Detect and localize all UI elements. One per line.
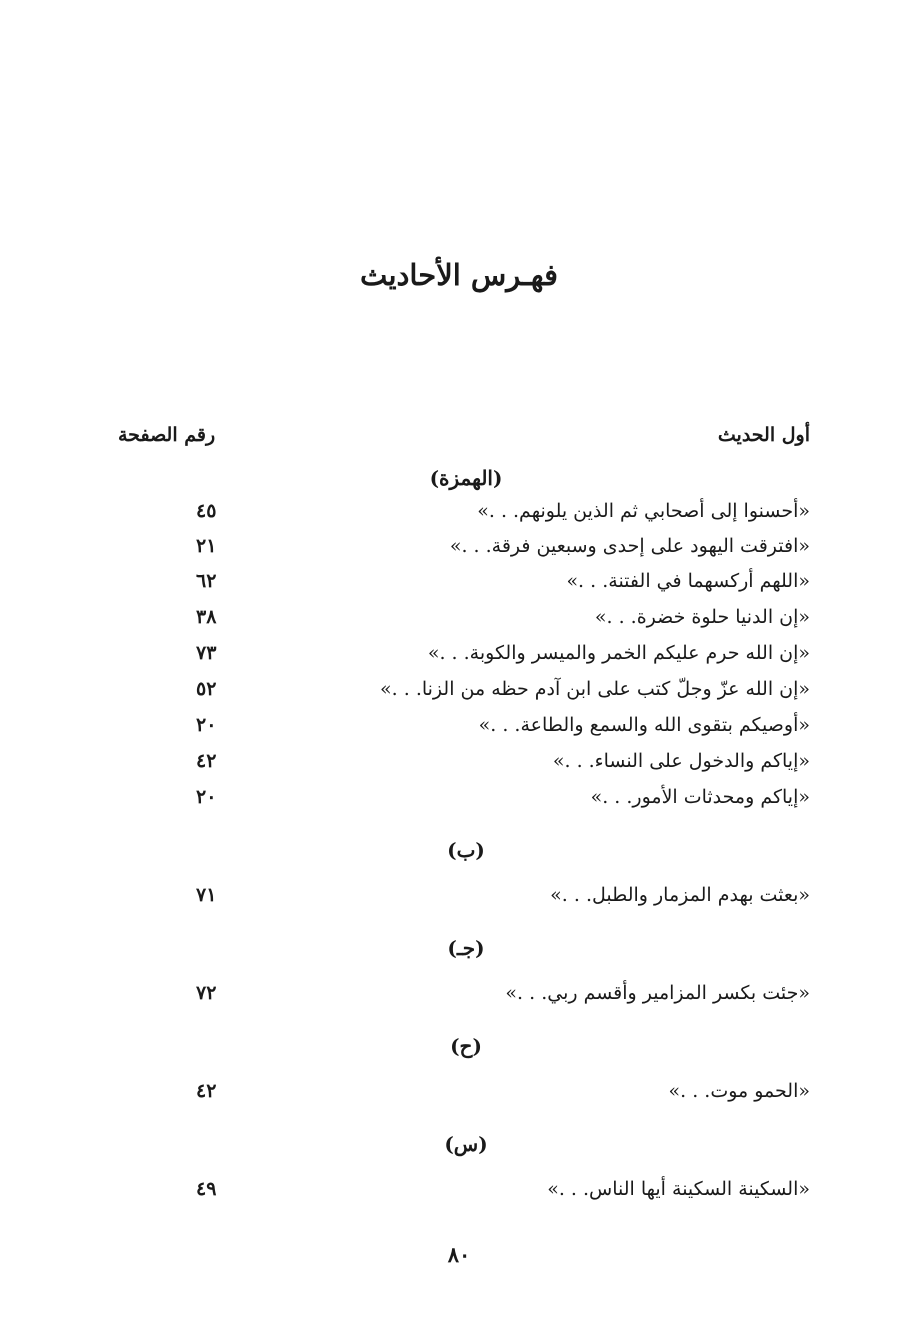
page-ref: ٧٢ — [196, 982, 217, 1004]
column-header-hadith: أول الحديث — [717, 424, 810, 446]
page-ref: ٧١ — [196, 884, 217, 906]
index-entry — [0, 884, 918, 918]
page-ref: ٤٢ — [196, 750, 217, 772]
section-letter-hamza: (الهمزة) — [429, 466, 503, 490]
hadith-text: «إن الدنيا حلوة خضرة. . .» — [594, 606, 810, 628]
index-entry — [0, 982, 918, 1016]
index-entry — [0, 1178, 918, 1212]
hadith-text: «بعثت بهدم المزمار والطبل. . .» — [550, 884, 810, 906]
hadith-text: «إياكم ومحدثات الأمور. . .» — [590, 786, 810, 808]
hadith-text: «جئت بكسر المزامير وأقسم ربي. . .» — [505, 982, 810, 1004]
hadith-text: «إن الله عزّ وجلّ كتب على ابن آدم حظه من الزنا. . .» — [380, 678, 810, 700]
hadith-text: «إياكم والدخول على النساء. . .» — [552, 750, 810, 772]
page-ref: ٤٩ — [196, 1178, 217, 1200]
index-entry — [0, 535, 918, 569]
index-entry — [0, 714, 918, 748]
page-number: ٨٠ — [447, 1242, 471, 1267]
index-entry — [0, 642, 918, 676]
section-letter-jim: (جـ) — [447, 936, 485, 960]
page-title: فهـرس الأحاديث — [359, 258, 559, 292]
hadith-text: «اللهم أركسهما في الفتنة. . .» — [566, 570, 810, 592]
index-entry — [0, 500, 918, 534]
hadith-text: «السكينة السكينة أيها الناس. . .» — [547, 1178, 810, 1200]
page-ref: ٤٥ — [196, 500, 217, 522]
section-letter-ba: (ب) — [447, 838, 485, 862]
hadith-text: «افترقت اليهود على إحدى وسبعين فرقة. . .» — [449, 535, 810, 557]
page-ref: ٥٢ — [196, 678, 217, 700]
hadith-text: «الحمو موت. . .» — [668, 1080, 810, 1102]
index-entry — [0, 1080, 918, 1114]
column-header-page: رقم الصفحة — [118, 424, 216, 446]
page-ref: ٢٠ — [196, 714, 217, 736]
page-ref: ٦٢ — [196, 570, 217, 592]
index-entry — [0, 750, 918, 784]
hadith-text: «أحسنوا إلى أصحابي ثم الذين يلونهم. . .» — [477, 500, 810, 522]
section-letter-ha: (ح) — [450, 1034, 482, 1058]
page-ref: ٣٨ — [196, 606, 217, 628]
hadith-text: «إن الله حرم عليكم الخمر والميسر والكوبة. . .» — [427, 642, 810, 664]
index-entry — [0, 570, 918, 604]
page-ref: ٢١ — [196, 535, 217, 557]
index-entry — [0, 606, 918, 640]
page-ref: ٤٢ — [196, 1080, 217, 1102]
hadith-text: «أوصيكم بتقوى الله والسمع والطاعة. . .» — [478, 714, 810, 736]
index-entry — [0, 678, 918, 712]
page-ref: ٧٣ — [196, 642, 217, 664]
page-ref: ٢٠ — [196, 786, 217, 808]
section-letter-sin: (س) — [444, 1132, 488, 1156]
index-entry — [0, 786, 918, 820]
